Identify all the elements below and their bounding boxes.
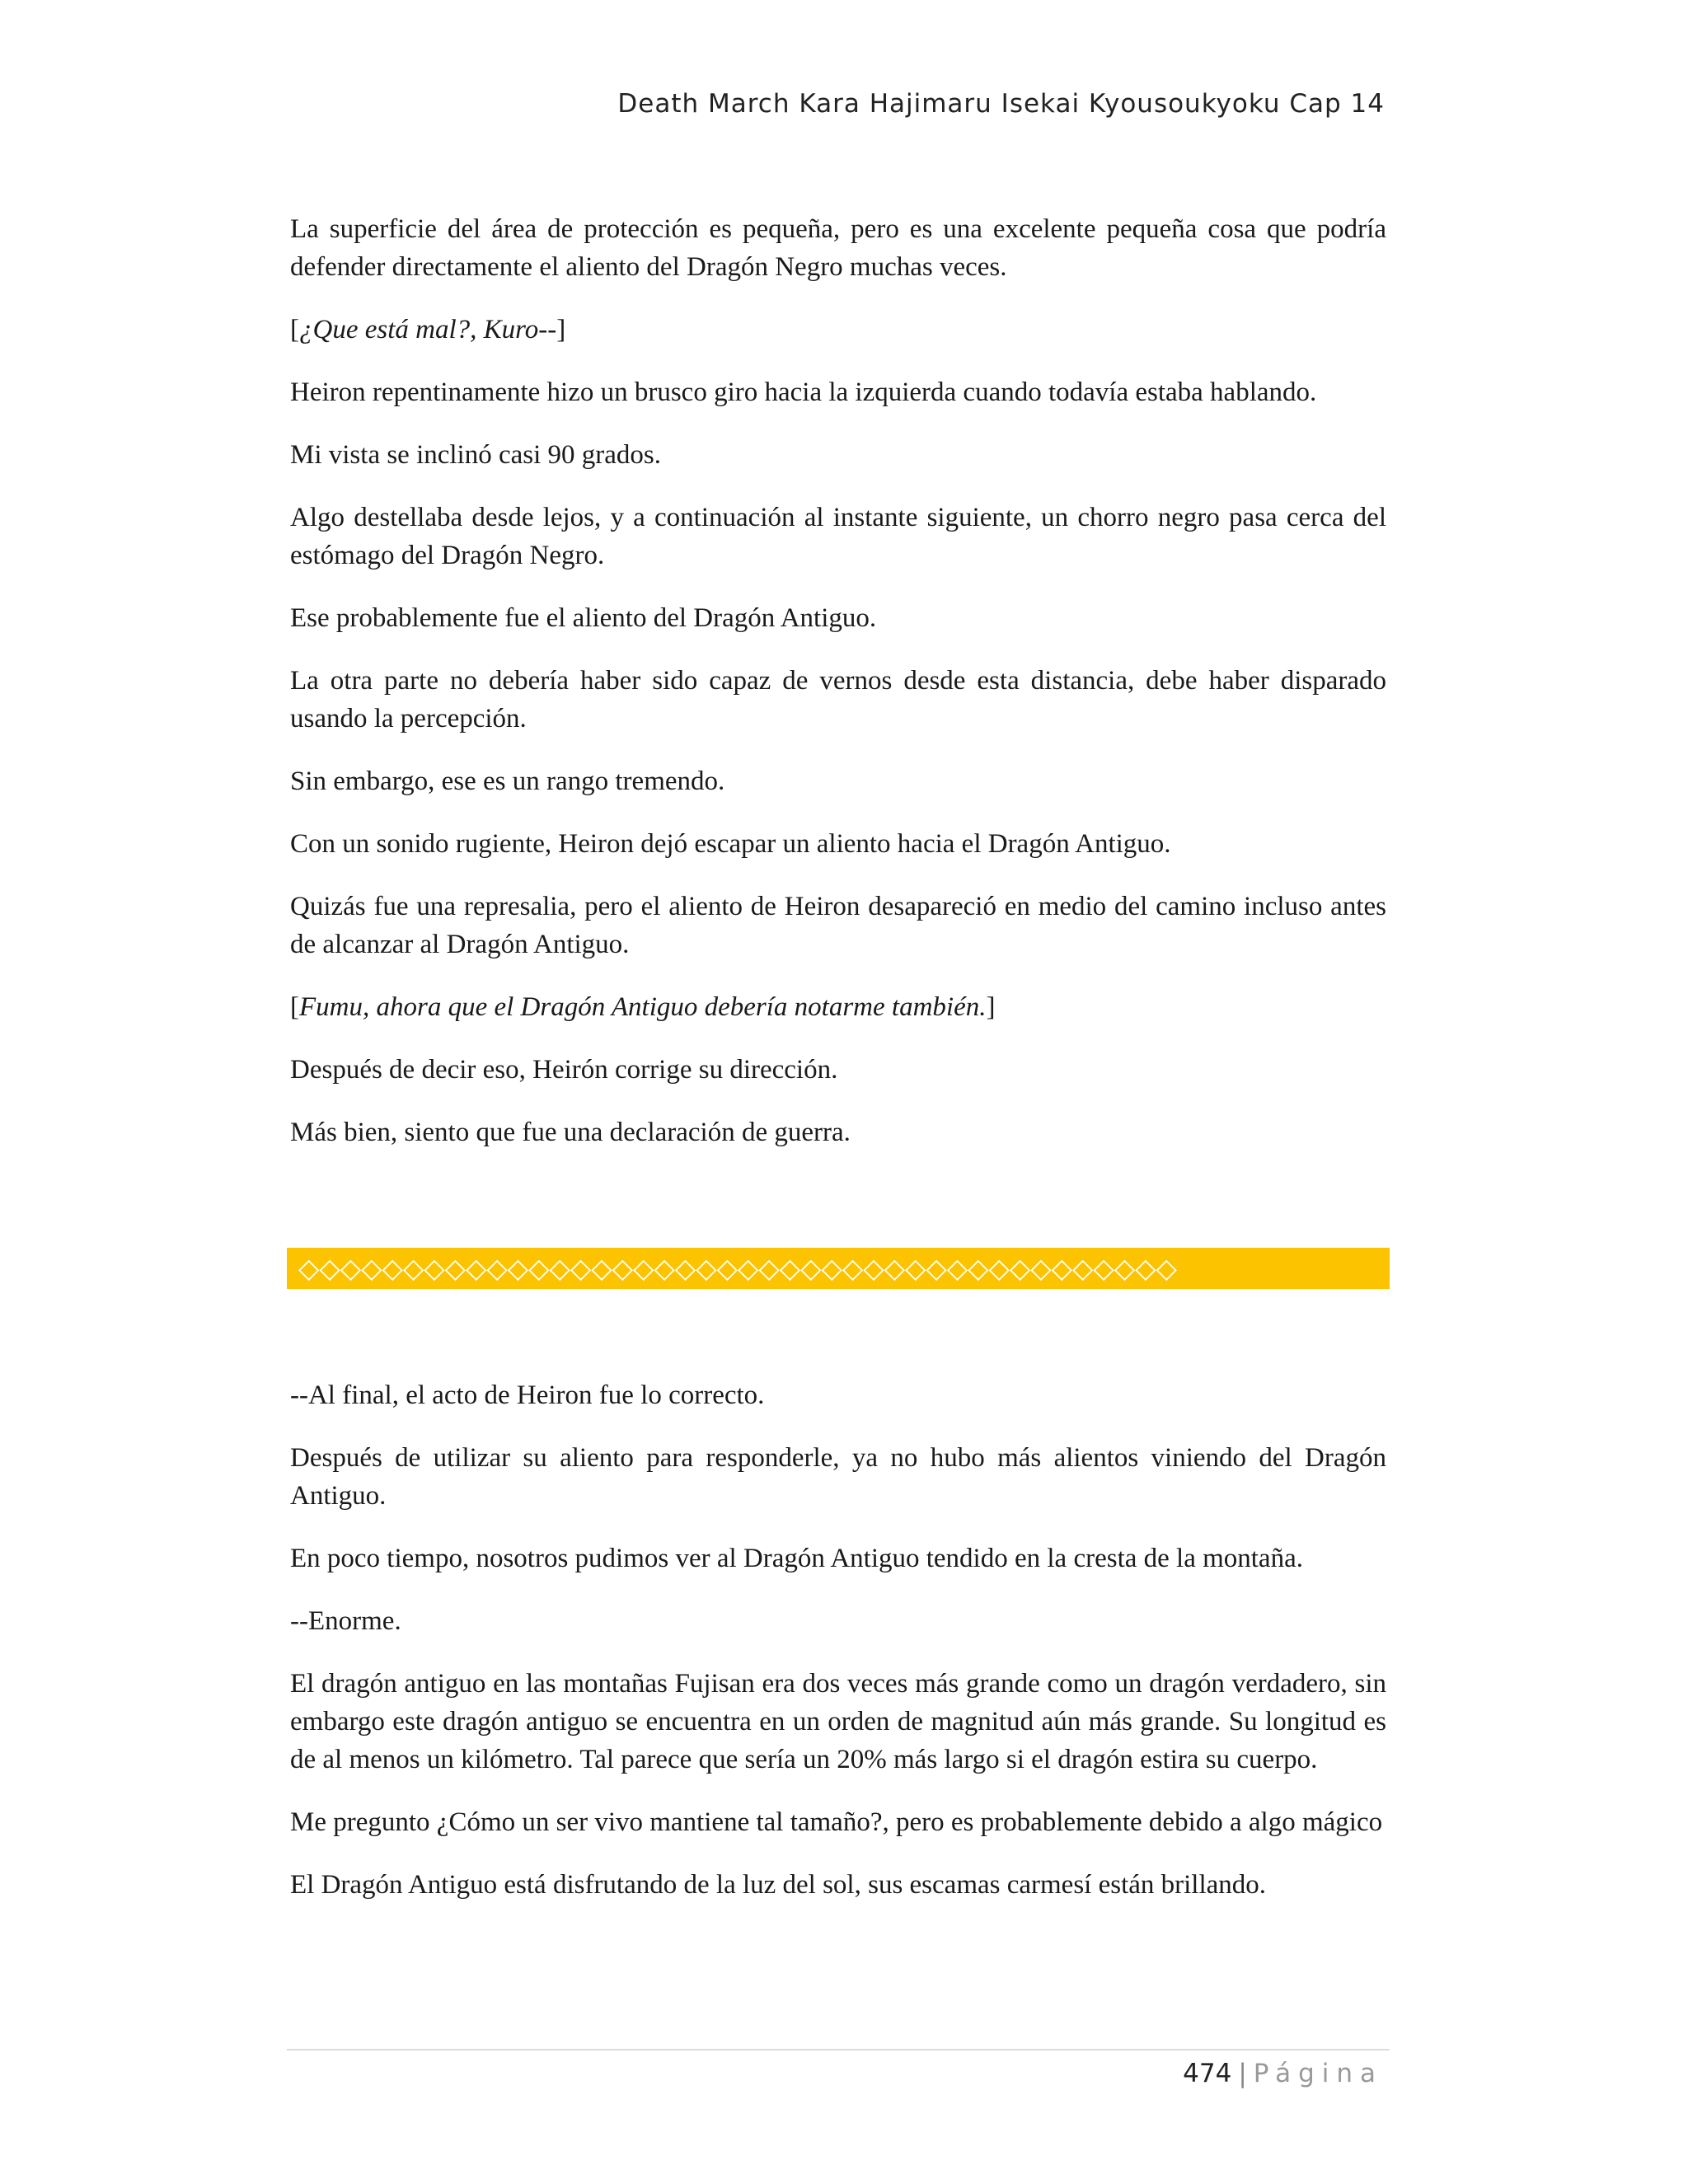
page-number: 474 [1183,2059,1232,2088]
section-two [290,1376,1386,1929]
paragraph: En poco tiempo, nosotros pudimos ver al Dragón Antiguo tendido en la cresta de la montaña. [290,1544,1303,1573]
bracket-open: [ [290,992,299,1022]
dialogue-text: ¿Que está mal?, Kuro [299,315,539,344]
dialogue-text: Fumu, ahora que el Dragón Antiguo debería notarme también. [299,992,987,1022]
bracket-close: --] [538,315,566,344]
footer-divider [287,2049,1390,2050]
page-footer [287,2059,1383,2088]
paragraph: La superficie del área de protección es pequeña, pero es una excelente pequeña cosa que podría defender directamente el aliento del Dragón Negro muchas veces. [290,214,1386,282]
paragraph: Ese probablemente fue el aliento del Dragón Antiguo. [290,603,877,633]
paragraph: Después de utilizar su aliento para responderle, ya no hubo más alientos viniendo del Dragón Antiguo. [290,1443,1386,1511]
paragraph: Mi vista se inclinó casi 90 grados. [290,440,662,470]
paragraph: El Dragón Antiguo está disfrutando de la luz del sol, sus escamas carmesí están brillando. [290,1870,1267,1900]
paragraph: --Al final, el acto de Heiron fue lo correcto. [290,1380,765,1410]
paragraph: Sin embargo, ese es un rango tremendo. [290,766,725,796]
paragraph: --Enorme. [290,1606,401,1636]
paragraph: La otra parte no debería haber sido capaz de vernos desde esta distancia, debe haber disparado usando la percepción. [290,666,1386,733]
paragraph: Quizás fue una represalia, pero el aliento de Heiron desapareció en medio del camino incluso antes de alcanzar al Dragón Antiguo. [290,892,1386,959]
paragraph: Me pregunto ¿Cómo un ser vivo mantiene tal tamaño?, pero es probablemente debido a algo mágico [290,1807,1383,1837]
dialogue-paragraph [290,988,1386,1026]
page-label: Página [1253,2059,1383,2088]
diamond-ornament-icon: ◇◇◇◇◇◇◇◇◇◇◇◇◇◇◇◇◇◇◇◇◇◇◇◇◇◇◇◇◇◇◇◇◇◇◇◇◇◇◇◇◇◇ [298,1252,1177,1284]
paragraph: Después de decir eso, Heirón corrige su dirección. [290,1055,838,1085]
paragraph: El dragón antiguo en las montañas Fujisan era dos veces más grande como un dragón verdadero, sin embargo este dragón antiguo se encuentra en un orden de magnitud aún más grande. Su longitud es de al menos un kilómetro. Tal parece que sería un 20% más largo si el dragón estira su cuerpo. [290,1669,1386,1774]
page-header: Death March Kara Hajimaru Isekai Kyousoukyoku Cap 14 [617,89,1385,119]
paragraph: Con un sonido rugiente, Heiron dejó escapar un aliento hacia el Dragón Antiguo. [290,829,1171,859]
scene-separator-bar [287,1248,1390,1289]
paragraph: Heiron repentinamente hizo un brusco giro hacia la izquierda cuando todavía estaba hablando. [290,377,1317,407]
paragraph: Más bien, siento que fue una declaración de guerra. [290,1118,851,1147]
bracket-close: ] [986,992,996,1022]
footer-separator: | [1238,2059,1247,2088]
dialogue-paragraph [290,311,1386,349]
bracket-open: [ [290,315,299,344]
paragraph: Algo destellaba desde lejos, y a continuación al instante siguiente, un chorro negro pasa cerca del estómago del Dragón Negro. [290,503,1386,570]
section-one [290,210,1386,1176]
